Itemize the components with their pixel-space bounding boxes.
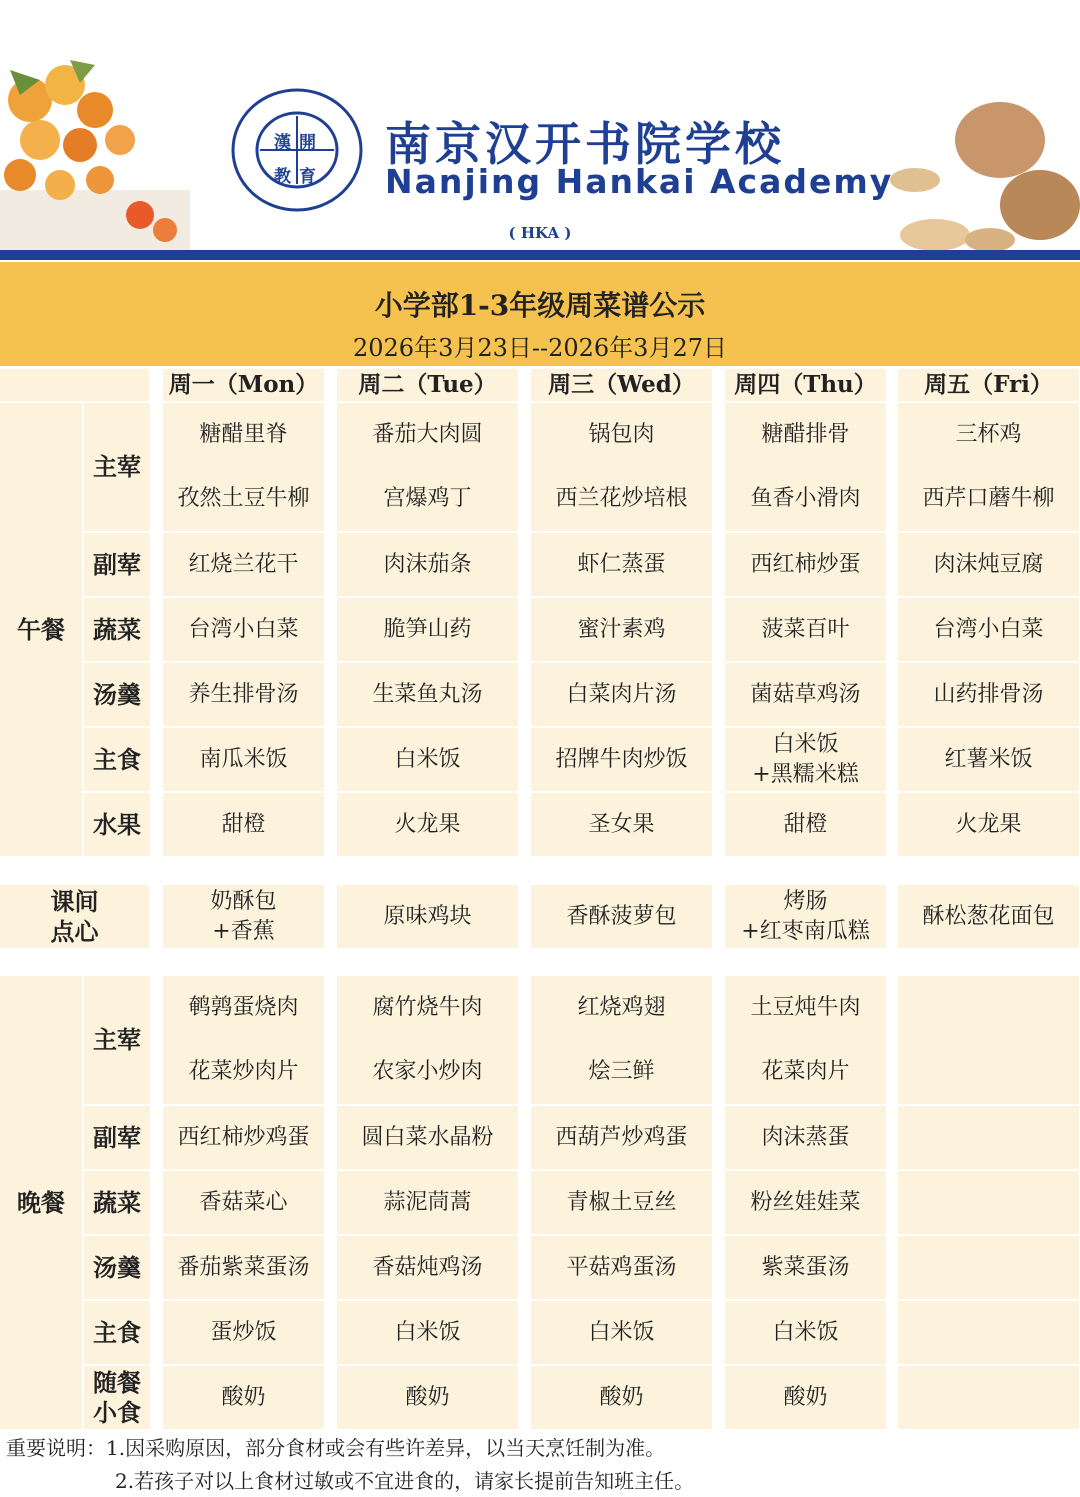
meal-label: 午餐 bbox=[0, 403, 82, 856]
menu-cell: 甜橙 bbox=[725, 793, 886, 856]
menu-cell: 酸奶 bbox=[337, 1366, 518, 1429]
menu-cell: 白米饭 +黑糯米糕 bbox=[725, 728, 886, 791]
menu-cell: 白菜肉片汤 bbox=[531, 663, 712, 726]
school-name-en: Nanjing Hankai Academy bbox=[385, 162, 894, 201]
menu-cell: 西红柿炒鸡蛋 bbox=[163, 1106, 324, 1169]
school-name-cn: 南京汉开书院学校 bbox=[385, 117, 785, 171]
menu-cell: 白米饭 bbox=[725, 1301, 886, 1364]
dish-item: 土豆炖牛肉 bbox=[750, 995, 861, 1020]
day-header: 周四（Thu） bbox=[725, 369, 886, 401]
day-header: 周二（Tue） bbox=[337, 369, 518, 401]
day-header: 周三（Wed） bbox=[531, 369, 712, 401]
row-label: 蔬菜 bbox=[84, 1171, 150, 1234]
menu-cell bbox=[531, 976, 712, 1104]
logo-char: 開 bbox=[299, 133, 324, 153]
row-label: 蔬菜 bbox=[84, 598, 150, 661]
menu-cell: 白米饭 bbox=[337, 728, 518, 791]
menu-cell: 紫菜蛋汤 bbox=[725, 1236, 886, 1299]
menu-cell: 甜橙 bbox=[163, 793, 324, 856]
snack-label: 课间 点心 bbox=[0, 885, 149, 948]
snack-cell: 酥松葱花面包 bbox=[898, 885, 1079, 948]
menu-cell: 酸奶 bbox=[531, 1366, 712, 1429]
menu-cell: 菠菜百叶 bbox=[725, 598, 886, 661]
day-header: 周五（Fri） bbox=[898, 369, 1079, 401]
menu-cell: 肉沫蒸蛋 bbox=[725, 1106, 886, 1169]
menu-cell: 西红柿炒蛋 bbox=[725, 533, 886, 596]
menu-cell: 菌菇草鸡汤 bbox=[725, 663, 886, 726]
dish-item: 宫爆鸡丁 bbox=[383, 486, 472, 511]
menu-cell bbox=[898, 1301, 1079, 1364]
menu-cell: 肉沫炖豆腐 bbox=[898, 533, 1079, 596]
row-label: 水果 bbox=[84, 793, 150, 856]
row-label: 汤羹 bbox=[84, 663, 150, 726]
row-label: 主食 bbox=[84, 1301, 150, 1364]
menu-cell: 粉丝娃娃菜 bbox=[725, 1171, 886, 1234]
notes-line-2: 2.若孩子对以上食材过敏或不宜进食的，请家长提前告知班主任。 bbox=[115, 1469, 695, 1493]
hka-label: ( HKA ) bbox=[508, 224, 572, 242]
menu-cell: 白米饭 bbox=[531, 1301, 712, 1364]
menu-cell: 养生排骨汤 bbox=[163, 663, 324, 726]
row-label: 随餐 小食 bbox=[84, 1366, 150, 1429]
snack-cell: 原味鸡块 bbox=[337, 885, 518, 948]
dish-item: 孜然土豆牛柳 bbox=[177, 486, 310, 511]
menu-cell: 生菜鱼丸汤 bbox=[337, 663, 518, 726]
menu-cell: 圆白菜水晶粉 bbox=[337, 1106, 518, 1169]
menu-cell: 青椒土豆丝 bbox=[531, 1171, 712, 1234]
menu-cell bbox=[337, 976, 518, 1104]
snack-cell: 奶酥包 +香蕉 bbox=[163, 885, 324, 948]
menu-cell: 台湾小白菜 bbox=[163, 598, 324, 661]
dish-item: 腐竹烧牛肉 bbox=[372, 995, 483, 1020]
row-label: 主食 bbox=[84, 728, 150, 791]
menu-cell: 山药排骨汤 bbox=[898, 663, 1079, 726]
menu-cell: 番茄紫菜蛋汤 bbox=[163, 1236, 324, 1299]
logo-char: 育 bbox=[299, 167, 324, 187]
dish-item: 三杯鸡 bbox=[955, 422, 1022, 447]
day-header: 周一（Mon） bbox=[163, 369, 324, 401]
meal-label: 晚餐 bbox=[0, 976, 82, 1429]
menu-cell bbox=[725, 403, 886, 531]
menu-cell: 蛋炒饭 bbox=[163, 1301, 324, 1364]
dish-item: 农家小炒肉 bbox=[372, 1059, 483, 1084]
snack-cell: 香酥菠萝包 bbox=[531, 885, 712, 948]
logo-char: 漢 bbox=[274, 133, 299, 153]
menu-cell: 红烧兰花干 bbox=[163, 533, 324, 596]
header-corner bbox=[0, 369, 149, 401]
menu-cell: 火龙果 bbox=[337, 793, 518, 856]
dish-item: 西兰花炒培根 bbox=[555, 486, 688, 511]
row-label: 汤羹 bbox=[84, 1236, 150, 1299]
menu-cell bbox=[898, 976, 1079, 1104]
menu-cell: 台湾小白菜 bbox=[898, 598, 1079, 661]
menu-cell: 平菇鸡蛋汤 bbox=[531, 1236, 712, 1299]
menu-cell: 南瓜米饭 bbox=[163, 728, 324, 791]
menu-cell: 招牌牛肉炒饭 bbox=[531, 728, 712, 791]
menu-cell: 脆笋山药 bbox=[337, 598, 518, 661]
menu-cell: 蒜泥茼蒿 bbox=[337, 1171, 518, 1234]
row-label: 主荤 bbox=[84, 976, 150, 1104]
dish-item: 鱼香小滑肉 bbox=[750, 486, 861, 511]
menu-cell: 西葫芦炒鸡蛋 bbox=[531, 1106, 712, 1169]
menu-cell: 圣女果 bbox=[531, 793, 712, 856]
dish-item: 烩三鲜 bbox=[588, 1059, 655, 1084]
menu-cell: 火龙果 bbox=[898, 793, 1079, 856]
dish-item: 糖醋排骨 bbox=[761, 422, 850, 447]
menu-cell bbox=[898, 1366, 1079, 1429]
menu-cell bbox=[898, 1236, 1079, 1299]
menu-cell: 肉沫茄条 bbox=[337, 533, 518, 596]
dish-item: 花菜肉片 bbox=[761, 1059, 850, 1084]
dish-item: 锅包肉 bbox=[588, 422, 655, 447]
dish-item: 糖醋里脊 bbox=[199, 422, 288, 447]
row-label: 副荤 bbox=[84, 533, 150, 596]
menu-cell bbox=[898, 1171, 1079, 1234]
snack-cell: 烤肠 +红枣南瓜糕 bbox=[725, 885, 886, 948]
menu-cell: 酸奶 bbox=[725, 1366, 886, 1429]
logo-char: 教 bbox=[274, 167, 299, 187]
menu-cell: 虾仁蒸蛋 bbox=[531, 533, 712, 596]
row-label: 副荤 bbox=[84, 1106, 150, 1169]
date-range: 2026年3月23日--2026年3月27日 bbox=[353, 334, 727, 362]
menu-cell: 酸奶 bbox=[163, 1366, 324, 1429]
menu-cell: 香菇炖鸡汤 bbox=[337, 1236, 518, 1299]
menu-cell bbox=[725, 976, 886, 1104]
menu-cell bbox=[163, 976, 324, 1104]
menu-cell bbox=[337, 403, 518, 531]
menu-cell bbox=[898, 403, 1079, 531]
menu-cell bbox=[163, 403, 324, 531]
menu-cell: 香菇菜心 bbox=[163, 1171, 324, 1234]
menu-cell: 红薯米饭 bbox=[898, 728, 1079, 791]
dish-item: 红烧鸡翅 bbox=[577, 995, 666, 1020]
notes-line-1: 重要说明：1.因采购原因，部分食材或会有些许差异，以当天烹饪制为准。 bbox=[6, 1436, 666, 1460]
row-label: 主荤 bbox=[84, 403, 150, 531]
menu-cell: 蜜汁素鸡 bbox=[531, 598, 712, 661]
dish-item: 番茄大肉圆 bbox=[372, 422, 483, 447]
menu-cell: 白米饭 bbox=[337, 1301, 518, 1364]
dish-item: 花菜炒肉片 bbox=[188, 1059, 299, 1084]
dish-item: 西芹口蘑牛柳 bbox=[922, 486, 1055, 511]
menu-cell bbox=[531, 403, 712, 531]
menu-cell bbox=[898, 1106, 1079, 1169]
menu-title: 小学部1-3年级周菜谱公示 bbox=[374, 289, 706, 322]
dish-item: 鹌鹑蛋烧肉 bbox=[188, 995, 299, 1020]
